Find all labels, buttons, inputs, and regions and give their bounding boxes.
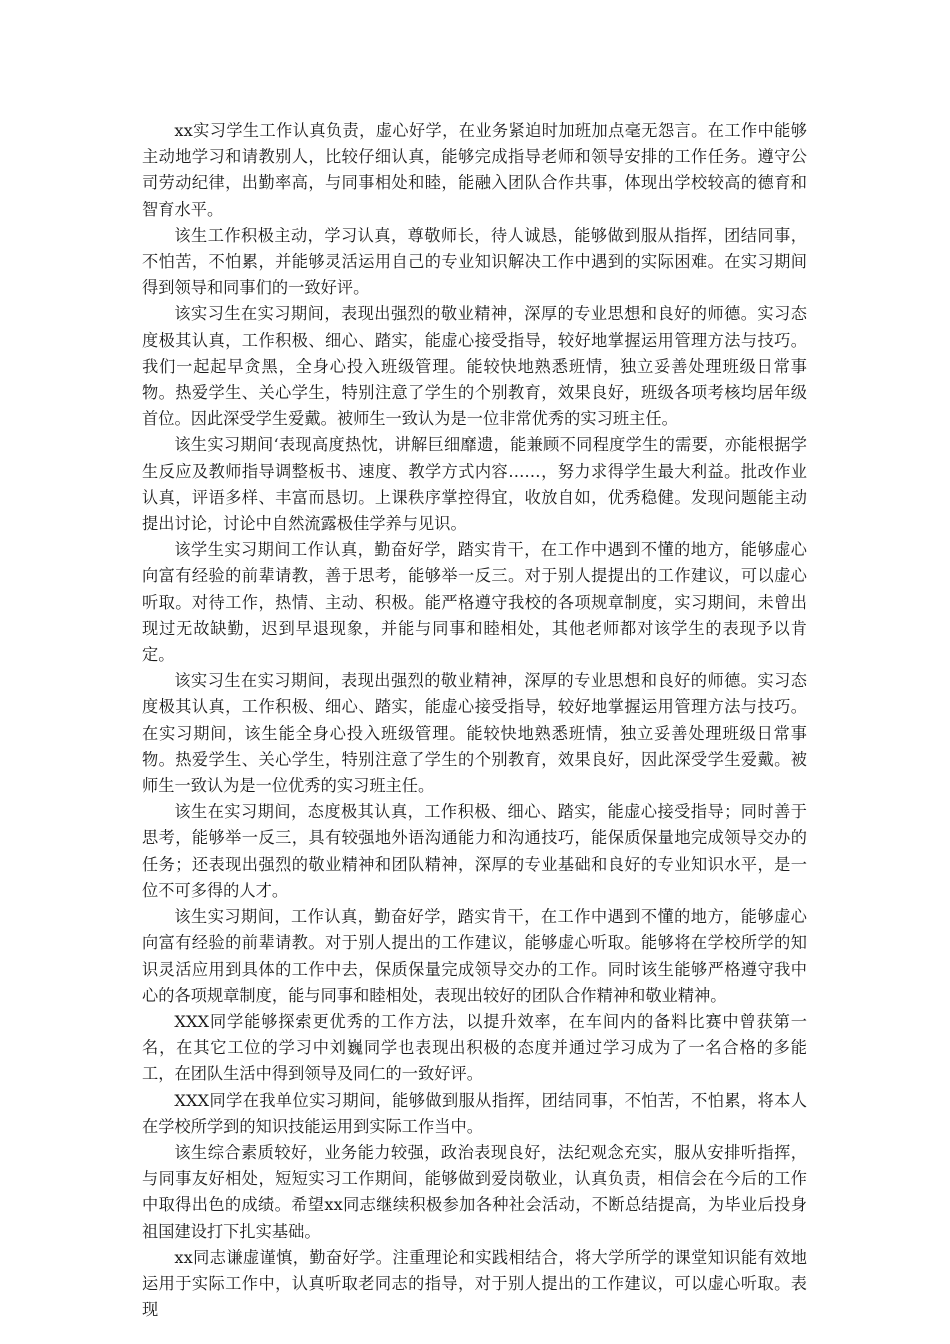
paragraph-2: 该生工作积极主动，学习认真，尊敬师长，待人诚恳，能够做到服从指挥，团结同事，不怕苦，不怕累，并能够灵活运用自己的专业知识解决工作中遇到的实际困难。在实习期间得到领导和同事们的一致好评。 (142, 225, 807, 298)
paragraph-1: xx实习学生工作认真负责，虚心好学，在业务紧迫时加班加点毫无怨言。在工作中能够主动地学习和请教别人，比较仔细认真，能够完成指导老师和领导安排的工作任务。遵守公司劳动纪律，出勤率高，与同事相处和睦，能融入团队合作共事，体现出学校较高的德育和智育水平。 (142, 121, 807, 219)
document-body (142, 118, 807, 1323)
paragraph-6: 该实习生在实习期间，表现出强烈的敬业精神，深厚的专业思想和良好的师德。实习态度极其认真，工作积极、细心、踏实，能虚心接受指导，较好地掌握运用管理方法与技巧。在实习期间，该生能全身心投入班级管理。能较快地熟悉班情，独立妥善处理班级日常事物。热爱学生、关心学生，特别注意了学生的个别教育，效果良好，因此深受学生爱戴。被师生一致认为是一位优秀的实习班主任。 (142, 671, 807, 796)
paragraph-10: XXX同学在我单位实习期间，能够做到服从指挥，团结同事，不怕苦，不怕累，将本人在学校所学到的知识技能运用到实际工作当中。 (142, 1090, 807, 1136)
paragraph-5: 该学生实习期间工作认真，勤奋好学，踏实肯干，在工作中遇到不懂的地方，能够虚心向富有经验的前辈请教，善于思考，能够举一反三。对于别人提提出的工作建议，可以虚心听取。对待工作，热情、主动、积极。能严格遵守我校的各项规章制度，实习期间，未曾出现过无故缺勤，迟到早退现象，并能与同事和睦相处，其他老师都对该学生的表现予以肯定。 (142, 540, 807, 665)
paragraph-3: 该实习生在实习期间，表现出强烈的敬业精神，深厚的专业思想和良好的师德。实习态度极其认真，工作积极、细心、踏实，能虚心接受指导，较好地掌握运用管理方法与技巧。我们一起起早贪黑，全身心投入班级管理。能较快地熟悉班情，独立妥善处理班级日常事物。热爱学生、关心学生，特别注意了学生的个别教育，效果良好，班级各项考核均居年级首位。因此深受学生爱戴。被师生一致认为是一位非常优秀的实习班主任。 (142, 304, 807, 429)
paragraph-8: 该生实习期间，工作认真，勤奋好学，踏实肯干，在工作中遇到不懂的地方，能够虚心向富有经验的前辈请教。对于别人提出的工作建议，能够虚心听取。能够将在学校所学的知识灵活应用到具体的工作中去，保质保量完成领导交办的工作。同时该生能够严格遵守我中心的各项规章制度，能与同事和睦相处，表现出较好的团队合作精神和敬业精神。 (142, 907, 807, 1005)
paragraph-12: xx同志谦虚谨慎，勤奋好学。注重理论和实践相结合，将大学所学的课堂知识能有效地运用于实际工作中，认真听取老同志的指导，对于别人提出的工作建议，可以虚心听取。表现 (142, 1247, 807, 1320)
paragraph-9: XXX同学能够探索更优秀的工作方法，以提升效率，在车间内的备料比赛中曾获第一名，在其它工位的学习中刘巍同学也表现出积极的态度并通过学习成为了一名合格的多能工，在团队生活中得到领导及同仁的一致好评。 (142, 1011, 807, 1084)
paragraph-7: 该生在实习期间，态度极其认真，工作积极、细心、踏实，能虚心接受指导；同时善于思考，能够举一反三，具有较强地外语沟通能力和沟通技巧，能保质保量地完成领导交办的任务；还表现出强烈的敬业精神和团队精神，深厚的专业基础和良好的专业知识水平，是一位不可多得的人才。 (142, 802, 807, 900)
paragraph-11: 该生综合素质较好，业务能力较强，政治表现良好，法纪观念充实，服从安排听指挥，与同事友好相处，短短实习工作期间，能够做到爱岗敬业，认真负责，相信会在今后的工作中取得出色的成绩。希望xx同志继续积极参加各种社会活动，不断总结提高，为毕业后投身祖国建设打下扎实基础。 (142, 1142, 807, 1241)
paragraph-4: 该生实习期间‘表现高度热忱，讲解巨细靡遗，能兼顾不同程度学生的需要，亦能根据学生反应及教师指导调整板书、速度、教学方式内容……，努力求得学生最大利益。批改作业认真，评语多样、丰富而恳切。上课秩序掌控得宜，收放自如，优秀稳健。发现问题能主动提出讨论，讨论中自然流露极佳学养与见识。 (142, 435, 807, 534)
